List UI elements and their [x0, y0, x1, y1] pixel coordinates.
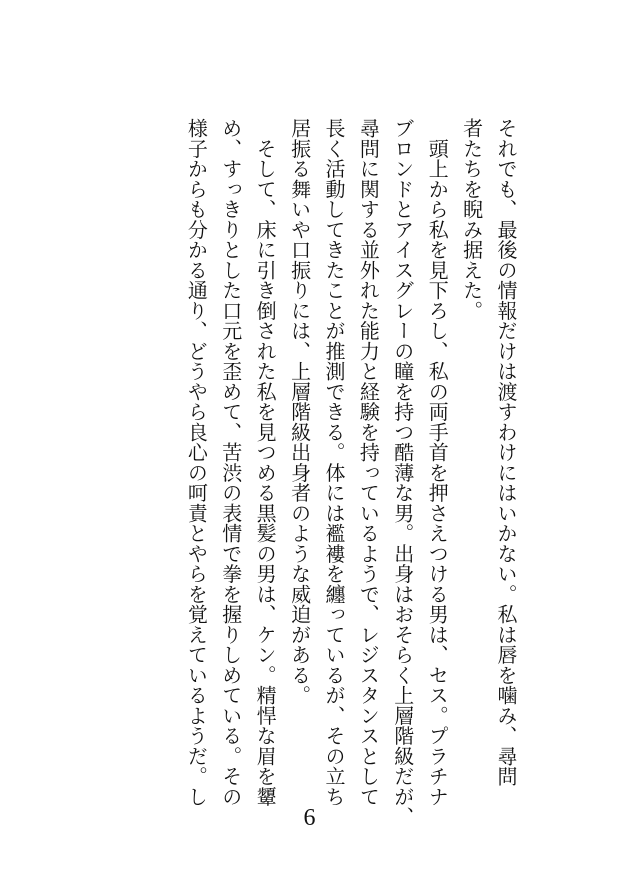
- text-line: 長く活動してきたことが推測できる。体には襤褸を纏っているが、その立ち: [321, 118, 346, 807]
- text-line: 者たちを睨み据えた。: [459, 118, 484, 321]
- text-line: そして、床に引き倒された私を見つめる黒髪の男は、ケン。精悍な眉を顰: [253, 118, 278, 807]
- text-line: ブロンドとアイスグレーの瞳を持つ酷薄な男。出身はおそらく上層階級だが、: [390, 118, 415, 827]
- page-number: 6: [303, 805, 316, 831]
- text-line: 頭上から私を見下ろし、私の両手首を押さえつける男は、セス。プラチナ: [425, 118, 450, 807]
- text-line: それでも、最後の情報だけは渡すわけにはいかない。私は唇を噛み、尋問: [494, 118, 518, 787]
- text-line: 尋問に関する並外れた能力と経験を持っているようで、レジスタンスとして: [356, 118, 381, 807]
- text-line: め、すっきりとした口元を歪めて、苦渋の表情で拳を握りしめている。その: [218, 118, 243, 807]
- text-line: 様子からも分かる通り、どうやら良心の呵責とやらを覚えているようだ。し: [184, 118, 209, 807]
- text-line: 居振る舞いや口振りには、上層階級出身者のような威迫がある。: [287, 118, 312, 706]
- vertical-text-body: [179, 118, 523, 827]
